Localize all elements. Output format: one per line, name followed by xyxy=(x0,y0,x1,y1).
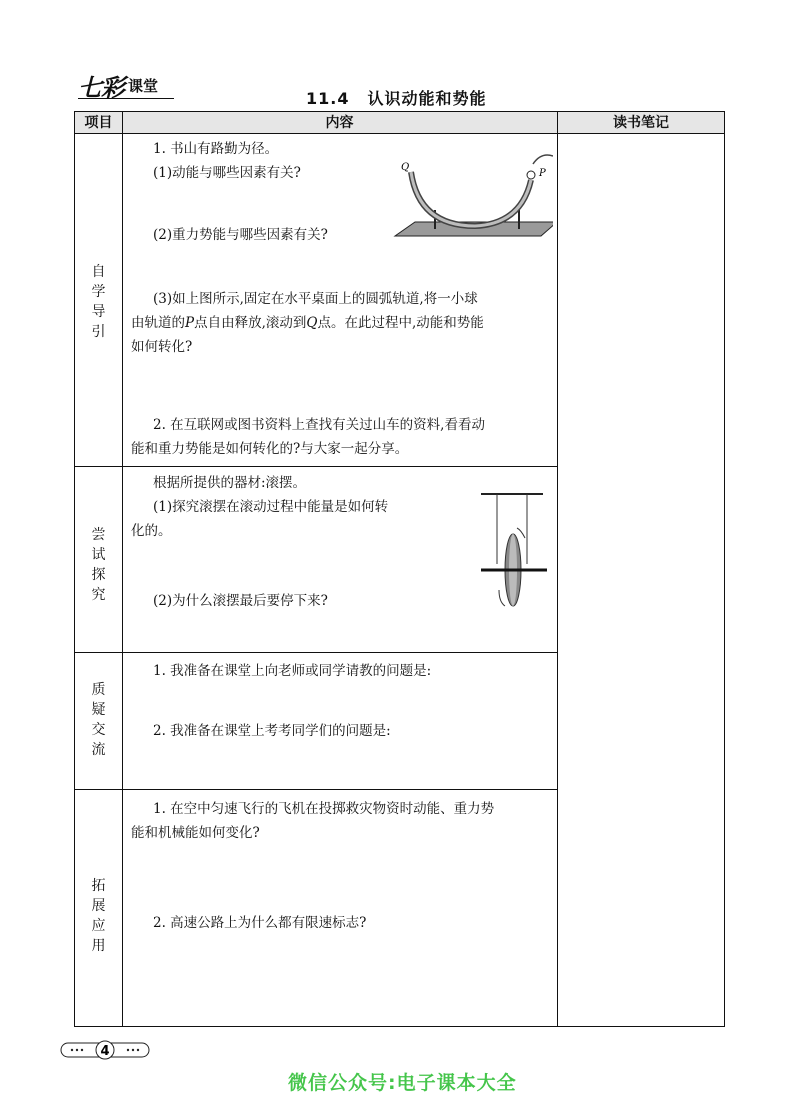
watermark: 微信公众号:电子课本大全 xyxy=(288,1072,517,1094)
arc-track-figure xyxy=(391,152,553,248)
question-1-3: (3)如上图所示,固定在水平桌面上的圆弧轨道,将一小球 xyxy=(153,291,478,307)
question-1-3-cont: 由轨道的P点自由释放,滚动到Q点。在此过程中,动能和势能 xyxy=(131,315,484,331)
study-table xyxy=(74,111,725,1027)
section-label-explore: 尝 试 探 究 xyxy=(91,527,106,603)
application-question-1: 1. 在空中匀速飞行的飞机在投掷救灾物资时动能、重力势 xyxy=(153,801,495,817)
ask-teacher-prompt: 1. 我准备在课堂上向老师或同学请教的问题是: xyxy=(153,663,432,679)
figure-label-p: P xyxy=(539,168,546,179)
explore-question-2: (2)为什么滚摆最后要停下来? xyxy=(153,593,328,609)
question-1: 1. 书山有路勤为径。 xyxy=(153,141,279,157)
row-divider xyxy=(75,789,557,790)
application-question-2: 2. 高速公路上为什么都有限速标志? xyxy=(153,915,367,931)
section-number: 11.4 xyxy=(306,89,350,108)
application-question-1-cont: 能和机械能如何变化? xyxy=(131,825,260,841)
row-divider xyxy=(75,466,557,467)
question-1-1: (1)动能与哪些因素有关? xyxy=(153,165,301,181)
question-2: 2. 在互联网或图书资料上查找有关过山车的资料,看看动 xyxy=(153,417,485,433)
column-divider xyxy=(122,112,123,1026)
rolling-pendulum-figure xyxy=(473,486,549,614)
question-2-cont: 能和重力势能是如何转化的?与大家一起分享。 xyxy=(131,441,409,457)
page-number xyxy=(60,1040,150,1060)
section-label-self-study: 自 学 导 引 xyxy=(91,264,106,340)
explore-question-1-cont: 化的。 xyxy=(131,523,172,539)
page-title xyxy=(306,86,487,109)
brand-logo-mark: 七彩 xyxy=(78,73,124,102)
header-notes: 读书笔记 xyxy=(613,115,669,131)
brand-logo-text: 课堂 xyxy=(128,77,159,95)
brand-logo xyxy=(78,68,174,102)
page-number-text: 4 xyxy=(100,1044,110,1059)
section-label-questions: 质 疑 交 流 xyxy=(91,682,106,758)
question-1-2: (2)重力势能与哪些因素有关? xyxy=(153,227,328,243)
brand-underline xyxy=(78,98,174,99)
quiz-classmates-prompt: 2. 我准备在课堂上考考同学们的问题是: xyxy=(153,723,391,739)
row-divider xyxy=(75,652,557,653)
section-label-application: 拓 展 应 用 xyxy=(91,878,106,954)
header-content: 内容 xyxy=(325,115,354,131)
section-title: 认识动能和势能 xyxy=(367,89,487,108)
header-item: 项目 xyxy=(84,115,113,131)
explore-question-1: (1)探究滚摆在滚动过程中能量是如何转 xyxy=(153,499,389,515)
explore-intro: 根据所提供的器材:滚摆。 xyxy=(153,475,307,491)
question-1-3-end: 如何转化? xyxy=(131,339,193,355)
table-header xyxy=(75,112,724,134)
column-divider xyxy=(557,112,558,1026)
figure-label-q: Q xyxy=(401,162,410,173)
